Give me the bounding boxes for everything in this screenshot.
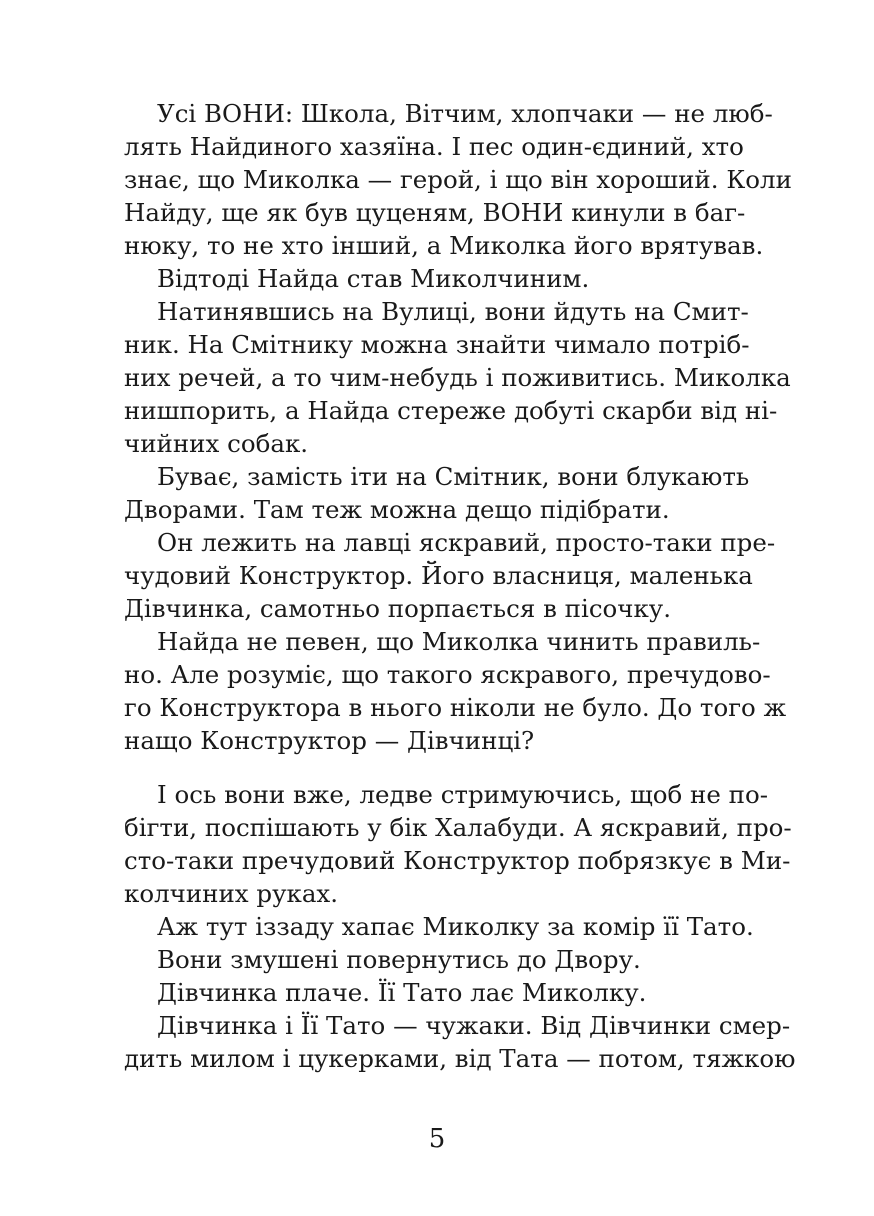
text-line: Відтоді Найда став Миколчиним. <box>157 264 590 293</box>
text-line: Буває, замість іти на Смітник, вони блукають <box>157 462 750 491</box>
text-line: І ось вони вже, ледве стримуючись, щоб не по- <box>157 780 768 809</box>
text-line: Вони змушені повернутись до Двору. <box>157 945 641 974</box>
text-line: нишпорить, а Найда стереже добуті скарби від ні- <box>124 396 778 425</box>
text-line: ник. На Смітнику можна знайти чимало потріб- <box>124 330 750 359</box>
text-line: Дівчинка, самотньо порпається в пісочку. <box>124 594 672 623</box>
text-line: чийних собак. <box>124 429 309 458</box>
text-line: дить милом і цукерками, від Тата — потом, тяжкою <box>124 1044 796 1073</box>
text-line: но. Але розуміє, що такого яскравого, пречудово- <box>124 660 771 689</box>
text-line: Он лежить на лавці яскравий, просто-таки пре- <box>157 528 776 557</box>
text-line: них речей, а то чим-небудь і поживитись. Миколка <box>124 363 791 392</box>
text-line: Дівчинка і Її Тато — чужаки. Від Дівчинки смер- <box>157 1011 791 1040</box>
text-line: сто-таки пречудовий Конструктор побрязкує в Ми- <box>124 846 791 875</box>
text-line: чудовий Конструктор. Його власниця, маленька <box>124 561 753 590</box>
text-line: Дворами. Там теж можна дещо підібрати. <box>124 495 670 524</box>
text-line: Найду, ще як був цуценям, ВОНИ кинули в баг- <box>124 198 746 227</box>
text-line: нащо Конструктор — Дівчинці? <box>124 726 535 755</box>
text-line: колчиних руках. <box>124 879 339 908</box>
text-line: го Конструктора в нього ніколи не було. До того ж <box>124 693 787 722</box>
text-line: бігти, поспішають у бік Халабуди. А яскравий, про- <box>124 813 792 842</box>
text-line: Найда не певен, що Миколка чинить правиль- <box>157 627 761 656</box>
text-line: нюку, то не хто інший, а Миколка його врятував. <box>124 231 764 260</box>
page-number: 5 <box>428 1124 446 1154</box>
text-line: знає, що Миколка — герой, і що він хороший. Коли <box>124 165 792 194</box>
text-line: Аж тут іззаду хапає Миколку за комір її Тато. <box>157 912 754 941</box>
text-line: Натинявшись на Вулиці, вони йдуть на Смит- <box>157 297 749 326</box>
text-line: Дівчинка плаче. Її Тато лає Миколку. <box>157 978 647 1007</box>
text-line: лять Найдиного хазяїна. І пес один-єдиний, хто <box>124 132 744 161</box>
text-line: Усі ВОНИ: Школа, Вітчим, хлопчаки — не люб- <box>157 99 773 128</box>
